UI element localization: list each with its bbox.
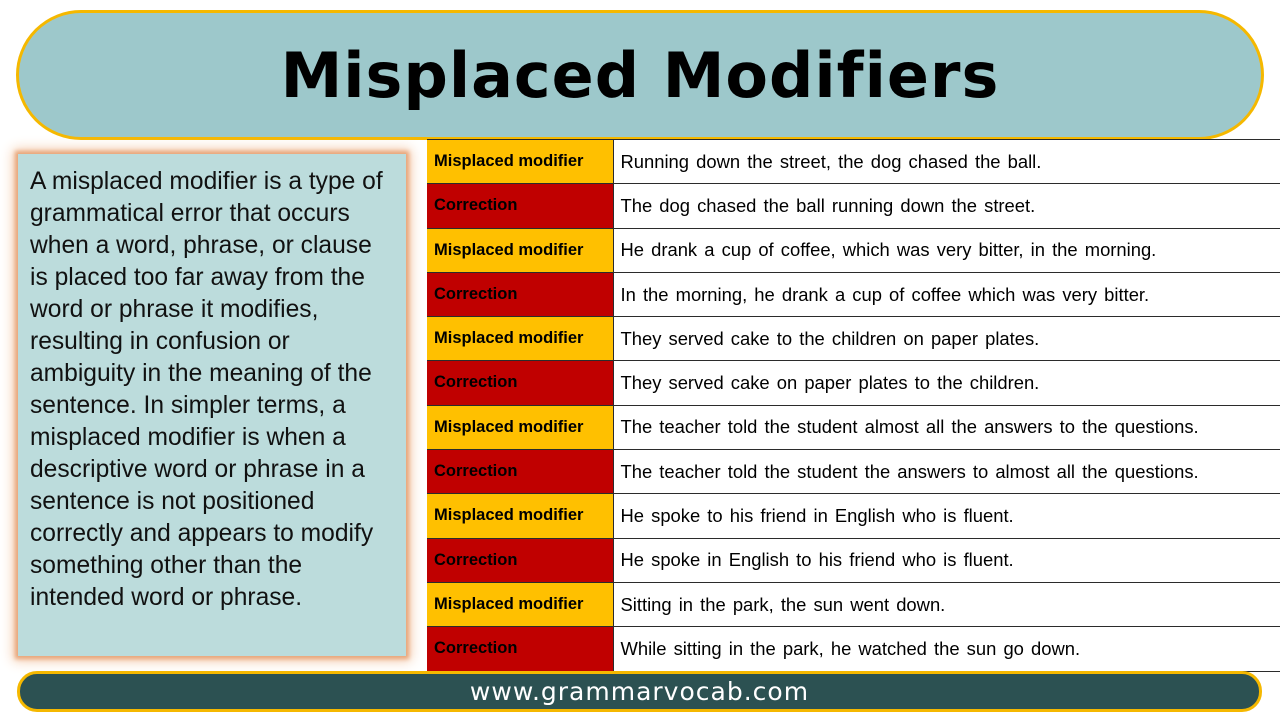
corrected-sentence: While sitting in the park, he watched the sun go down. bbox=[613, 627, 1280, 671]
examples-table bbox=[427, 139, 1280, 672]
corrected-sentence: The teacher told the student the answers to almost all the questions. bbox=[613, 450, 1280, 494]
table-row bbox=[427, 272, 1280, 316]
title-banner bbox=[16, 10, 1264, 140]
table-row bbox=[427, 538, 1280, 582]
table-row bbox=[427, 361, 1280, 405]
correction-label: Correction bbox=[427, 538, 613, 582]
table-row bbox=[427, 228, 1280, 272]
correction-label: Correction bbox=[427, 627, 613, 671]
table-row bbox=[427, 494, 1280, 538]
misplaced-modifier-label: Misplaced modifier bbox=[427, 582, 613, 626]
misplaced-modifier-label: Misplaced modifier bbox=[427, 228, 613, 272]
correction-label: Correction bbox=[427, 272, 613, 316]
corrected-sentence: The dog chased the ball running down the street. bbox=[613, 184, 1280, 228]
example-sentence: Sitting in the park, the sun went down. bbox=[613, 582, 1280, 626]
table-row bbox=[427, 627, 1280, 671]
table-row bbox=[427, 450, 1280, 494]
example-sentence: He spoke to his friend in English who is fluent. bbox=[613, 494, 1280, 538]
table-row bbox=[427, 317, 1280, 361]
table-row bbox=[427, 184, 1280, 228]
corrected-sentence: He spoke in English to his friend who is fluent. bbox=[613, 538, 1280, 582]
table-row bbox=[427, 405, 1280, 449]
misplaced-modifier-label: Misplaced modifier bbox=[427, 405, 613, 449]
example-sentence: They served cake to the children on paper plates. bbox=[613, 317, 1280, 361]
page-title: Misplaced Modifiers bbox=[280, 38, 1000, 112]
definition-text: A misplaced modifier is a type of grammatical error that occurs when a word, phrase, or clause is placed too far away from the word or phrase it modifies, resulting in confusion or ambiguity in the meaning of the sentence. In simpler terms, a misplaced modifier is when a descriptive word or phrase in a sentence is not positioned correctly and appears to modify something other than the intended word or phrase. bbox=[30, 168, 383, 611]
definition-box bbox=[18, 154, 406, 656]
misplaced-modifier-label: Misplaced modifier bbox=[427, 494, 613, 538]
correction-label: Correction bbox=[427, 450, 613, 494]
correction-label: Correction bbox=[427, 184, 613, 228]
footer-bar bbox=[17, 671, 1262, 712]
misplaced-modifier-label: Misplaced modifier bbox=[427, 317, 613, 361]
correction-label: Correction bbox=[427, 361, 613, 405]
example-sentence: Running down the street, the dog chased the ball. bbox=[613, 140, 1280, 184]
table-row bbox=[427, 582, 1280, 626]
example-sentence: The teacher told the student almost all the answers to the questions. bbox=[613, 405, 1280, 449]
table-row bbox=[427, 140, 1280, 184]
website-url: www.grammarvocab.com bbox=[469, 677, 810, 706]
corrected-sentence: They served cake on paper plates to the children. bbox=[613, 361, 1280, 405]
misplaced-modifier-label: Misplaced modifier bbox=[427, 140, 613, 184]
example-sentence: He drank a cup of coffee, which was very bitter, in the morning. bbox=[613, 228, 1280, 272]
corrected-sentence: In the morning, he drank a cup of coffee which was very bitter. bbox=[613, 272, 1280, 316]
